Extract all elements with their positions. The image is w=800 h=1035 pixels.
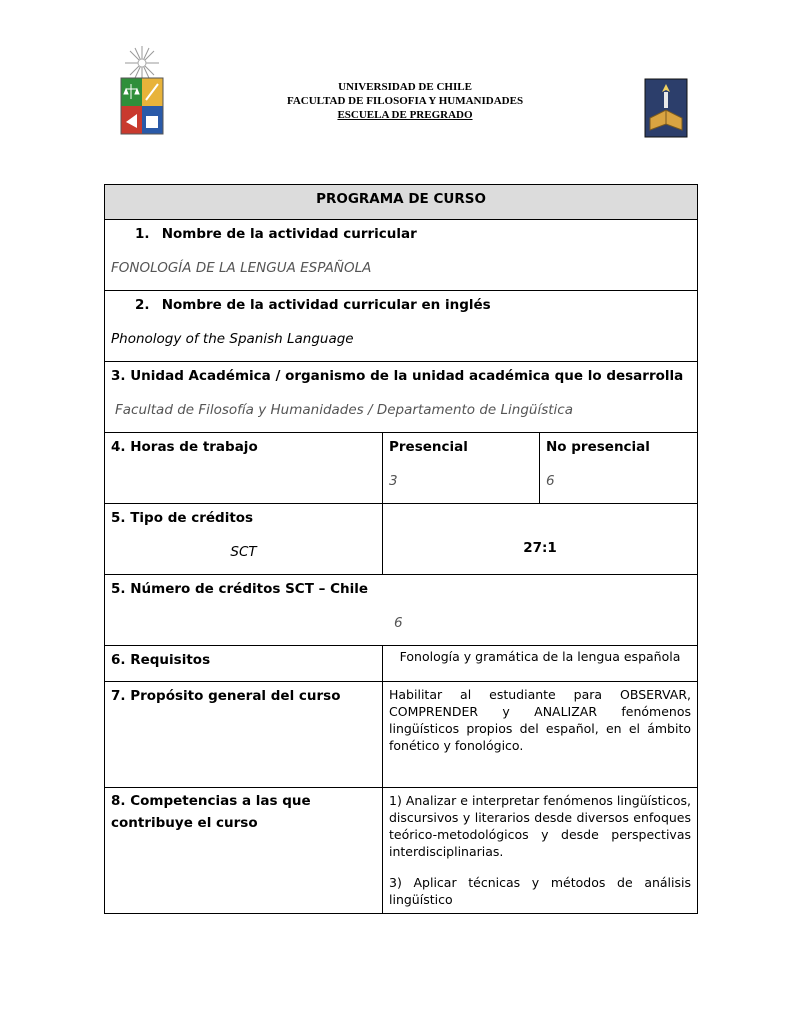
section-3: [105, 362, 698, 433]
credit-ratio-cell: [383, 504, 698, 575]
document-header: [230, 80, 580, 122]
section-8-label: 8. Competencias a las que contribuye el curso: [111, 793, 311, 831]
section-7-label-cell: [105, 682, 383, 788]
no-presencial-value: 6: [546, 473, 555, 489]
section-5-credit-type-cell: [105, 504, 383, 575]
section-1: [105, 220, 698, 291]
competencies-cell: [383, 788, 698, 914]
requirements-value: Fonología y gramática de la lengua española: [399, 649, 681, 664]
university-name: UNIVERSIDAD DE CHILE: [338, 81, 472, 93]
section-3-label: 3. Unidad Académica / organismo de la unidad académica que lo desarrolla: [111, 368, 684, 384]
academic-unit-value: Facultad de Filosofía y Humanidades / Departamento de Lingüística: [115, 402, 574, 418]
presencial-label: Presencial: [389, 439, 468, 455]
credit-ratio-value: 27:1: [523, 540, 557, 556]
section-4-label: 4. Horas de trabajo: [111, 439, 258, 455]
credit-type-value: SCT: [230, 544, 257, 560]
presencial-cell: [383, 433, 540, 504]
section-6-label: 6. Requisitos: [111, 652, 211, 668]
section-1-label: Nombre de la actividad curricular: [161, 226, 417, 242]
presencial-value: 3: [389, 473, 398, 489]
no-presencial-cell: [540, 433, 698, 504]
requirements-cell: [383, 646, 698, 682]
course-program-table: [104, 184, 698, 914]
course-name-english-value: Phonology of the Spanish Language: [111, 331, 354, 347]
section-2-label: Nombre de la actividad curricular en inglés: [161, 297, 491, 313]
competency-1: 1) Analizar e interpretar fenómenos lingüísticos, discursivos y literarios desde diversos enfoques teórico-metodológicos y desde perspectivas interdisciplinarias.: [389, 793, 692, 859]
no-presencial-label: No presencial: [546, 439, 650, 455]
credits-number-value: 6: [394, 615, 403, 631]
purpose-cell: [383, 682, 698, 788]
faculty-name: FACULTAD DE FILOSOFIA Y HUMANIDADES: [286, 95, 524, 107]
section-7-label: 7. Propósito general del curso: [111, 688, 341, 704]
section-8-label-cell: [105, 788, 383, 914]
section-2: [105, 291, 698, 362]
section-5-credits-label: 5. Número de créditos SCT – Chile: [111, 581, 368, 597]
section-4-label-cell: [105, 433, 383, 504]
school-name: ESCUELA DE PREGRADO: [337, 109, 473, 121]
university-logo: [116, 44, 168, 136]
section-5-credits-number: [105, 575, 698, 646]
competency-3: 3) Aplicar técnicas y métodos de análisis lingüístico: [389, 875, 692, 907]
faculty-logo: [644, 78, 688, 138]
section-6-label-cell: [105, 646, 383, 682]
section-2-number: 2.: [135, 297, 150, 313]
section-1-number: 1.: [135, 226, 150, 242]
section-5-credit-type-label: 5. Tipo de créditos: [111, 510, 254, 526]
purpose-value: Habilitar al estudiante para OBSERVAR, COMPRENDER y ANALIZAR fenómenos lingüísticos propios del español, en el ámbito fonético y fonológico.: [389, 687, 692, 753]
table-title: PROGRAMA DE CURSO: [105, 185, 698, 220]
course-name-value: FONOLOGÍA DE LA LENGUA ESPAÑOLA: [111, 260, 372, 276]
